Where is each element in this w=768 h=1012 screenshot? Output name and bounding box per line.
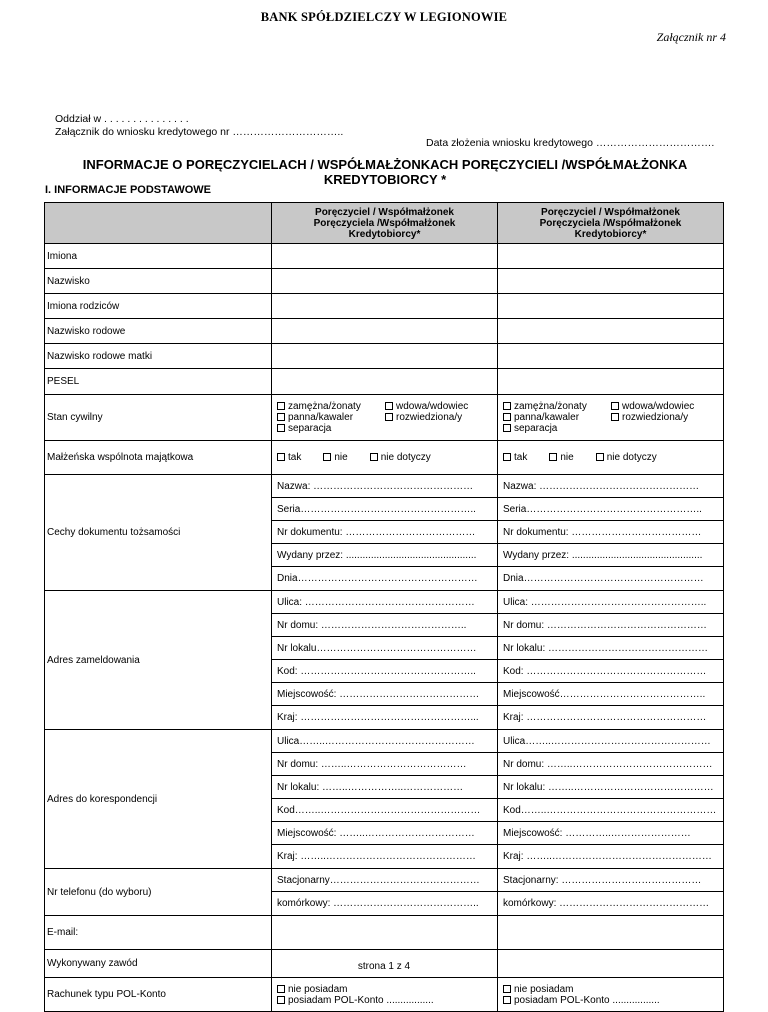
checkbox-icon[interactable] <box>385 413 393 421</box>
header-blank-cell <box>45 203 272 244</box>
corr-country-field-2[interactable]: Kraj: ……..………………………………………… <box>498 845 724 869</box>
landline-field-2[interactable]: Stacjonarny: …………………………………… <box>498 869 724 892</box>
table-row <box>45 441 724 475</box>
id-name-field-2[interactable]: Nazwa: ………………………………………… <box>498 475 724 498</box>
table-row <box>45 591 724 614</box>
id-series-field-2[interactable]: Seria…………………………………………….. <box>498 498 724 521</box>
reg-street-field-2[interactable]: Ulica: …………………………………………….. <box>498 591 724 614</box>
option-married[interactable]: zamężna/żonaty <box>277 401 385 412</box>
reg-flat-field-1[interactable]: Nr lokalu………………………………………… <box>272 637 498 660</box>
corr-street-field-2[interactable]: Ulica……..………………………………………… <box>498 730 724 753</box>
id-issuer-field-1[interactable]: Wydany przez: ............................................... <box>272 544 498 567</box>
first-names-input-1[interactable] <box>272 244 498 269</box>
id-number-field-2[interactable]: Nr dokumentu: ………………………………… <box>498 521 724 544</box>
option-not-applicable[interactable]: nie dotyczy <box>596 452 657 463</box>
joint-property-cell-2 <box>498 441 724 475</box>
guarantor-info-table <box>44 202 724 1012</box>
id-name-field-1[interactable]: Nazwa: ………………………………………… <box>272 475 498 498</box>
checkbox-icon[interactable] <box>611 402 619 410</box>
pesel-input-1[interactable] <box>272 369 498 395</box>
checkbox-icon[interactable] <box>277 996 285 1004</box>
option-no[interactable]: nie <box>323 452 347 463</box>
option-single[interactable]: panna/kawaler <box>277 412 385 423</box>
option-has-account[interactable]: posiadam POL-Konto ................. <box>277 995 492 1006</box>
mobile-field-2[interactable]: komórkowy: ……………………………………… <box>498 892 724 916</box>
checkbox-icon[interactable] <box>385 402 393 410</box>
table-row <box>45 978 724 1012</box>
label-pol-account: Rachunek typu POL-Konto <box>45 978 272 1012</box>
option-separated[interactable]: separacja <box>503 423 611 434</box>
checkbox-icon[interactable] <box>503 996 511 1004</box>
option-no-account[interactable]: nie posiadam <box>277 984 492 995</box>
checkbox-icon[interactable] <box>323 453 331 461</box>
option-married[interactable]: zamężna/żonaty <box>503 401 611 412</box>
option-yes[interactable]: tak <box>503 452 527 463</box>
corr-city-field-2[interactable]: Miejscowość: …………..…………………… <box>498 822 724 845</box>
checkbox-icon[interactable] <box>503 424 511 432</box>
checkbox-icon[interactable] <box>277 453 285 461</box>
family-name-input-2[interactable] <box>498 319 724 344</box>
email-input-2[interactable] <box>498 916 724 950</box>
option-not-applicable[interactable]: nie dotyczy <box>370 452 431 463</box>
corr-flat-field-1[interactable]: Nr lokalu: ……..……………..……………… <box>272 776 498 799</box>
attachment-number: Załącznik nr 4 <box>656 30 726 44</box>
id-issuer-field-2[interactable]: Wydany przez: ............................................... <box>498 544 724 567</box>
corr-country-field-1[interactable]: Kraj: ……..……………………………………… <box>272 845 498 869</box>
joint-property-cell-1 <box>272 441 498 475</box>
annex-number-field[interactable]: Załącznik do wniosku kredytowego nr ………………………….. <box>55 126 344 138</box>
page-title-line1: INFORMACJE O PORĘCZYCIELACH / WSPÓŁMAŁŻONKACH PORĘCZYCIELI /WSPÓŁMAŁŻONKA <box>82 157 688 172</box>
label-last-name: Nazwisko <box>45 269 272 294</box>
table-row <box>45 475 724 498</box>
first-names-input-2[interactable] <box>498 244 724 269</box>
table-row <box>45 869 724 892</box>
checkbox-icon[interactable] <box>277 413 285 421</box>
page-title-line2: KREDYTOBIORCY * <box>323 172 447 187</box>
option-widowed[interactable]: wdowa/wdowiec <box>611 401 721 412</box>
marital-status-cell-2 <box>498 395 724 441</box>
label-mother-family-name: Nazwisko rodowe matki <box>45 344 272 369</box>
reg-country-field-1[interactable]: Kraj: ……………………………………………... <box>272 706 498 730</box>
mother-family-name-input-1[interactable] <box>272 344 498 369</box>
table-row <box>45 269 724 294</box>
pol-account-cell-2 <box>498 978 724 1012</box>
corr-street-field-1[interactable]: Ulica……..……………………………………… <box>272 730 498 753</box>
option-widowed[interactable]: wdowa/wdowiec <box>385 401 495 412</box>
mother-family-name-input-2[interactable] <box>498 344 724 369</box>
reg-postcode-field-2[interactable]: Kod: ……………………………………………… <box>498 660 724 683</box>
label-id-document: Cechy dokumentu tożsamości <box>45 475 272 591</box>
label-parents-names: Imiona rodziców <box>45 294 272 319</box>
mobile-field-1[interactable]: komórkowy: …………………………………….. <box>272 892 498 916</box>
section-title: I. INFORMACJE PODSTAWOWE <box>45 184 212 196</box>
table-row <box>45 369 724 395</box>
parents-names-input-2[interactable] <box>498 294 724 319</box>
checkbox-icon[interactable] <box>277 985 285 993</box>
parents-names-input-1[interactable] <box>272 294 498 319</box>
id-number-field-1[interactable]: Nr dokumentu: ………………………………… <box>272 521 498 544</box>
last-name-input-1[interactable] <box>272 269 498 294</box>
reg-flat-field-2[interactable]: Nr lokalu: ………………………………………… <box>498 637 724 660</box>
id-date-field-1[interactable]: Dnia……………………………………………… <box>272 567 498 591</box>
option-divorced[interactable]: rozwiedziona/y <box>611 412 721 423</box>
reg-city-field-1[interactable]: Miejscowość: …………………………………… <box>272 683 498 706</box>
id-series-field-1[interactable]: Seria…………………………………………….. <box>272 498 498 521</box>
reg-country-field-2[interactable]: Kraj: ……………………………………………… <box>498 706 724 730</box>
reg-street-field-1[interactable]: Ulica: …………………………………………… <box>272 591 498 614</box>
table-row <box>45 319 724 344</box>
option-single[interactable]: panna/kawaler <box>503 412 611 423</box>
last-name-input-2[interactable] <box>498 269 724 294</box>
table-row <box>45 730 724 753</box>
marital-status-cell-1 <box>272 395 498 441</box>
reg-city-field-2[interactable]: Miejscowość…………………………………….. <box>498 683 724 706</box>
checkbox-icon[interactable] <box>611 413 619 421</box>
reg-house-field-2[interactable]: Nr domu: ………………………………………… <box>498 614 724 637</box>
family-name-input-1[interactable] <box>272 319 498 344</box>
corr-postcode-field-2[interactable]: Kod……..…………………………………………… <box>498 799 724 822</box>
reg-postcode-field-1[interactable]: Kod: …………………………………………….. <box>272 660 498 683</box>
option-no-account[interactable]: nie posiadam <box>503 984 718 995</box>
table-row <box>45 916 724 950</box>
column-header-1: Poręczyciel / Współmałżonek Poręczyciela /Współmałżonek Kredytobiorcy* <box>272 203 498 244</box>
label-marital-status: Stan cywilny <box>45 395 272 441</box>
corr-postcode-field-1[interactable]: Kod……..………………………………………… <box>272 799 498 822</box>
checkbox-icon[interactable] <box>596 453 604 461</box>
pesel-input-2[interactable] <box>498 369 724 395</box>
reg-house-field-1[interactable]: Nr domu: …………………………………….. <box>272 614 498 637</box>
table-header-row <box>45 203 724 244</box>
label-occupation: Wykonywany zawód <box>45 950 272 978</box>
corr-house-field-2[interactable]: Nr domu: ……..…………………………………… <box>498 753 724 776</box>
checkbox-icon[interactable] <box>277 424 285 432</box>
label-joint-property: Małżeńska wspólnota majątkowa <box>45 441 272 475</box>
corr-flat-field-2[interactable]: Nr lokalu: ……..…………………………………… <box>498 776 724 799</box>
bank-name: BANK SPÓŁDZIELCZY W LEGIONOWIE <box>260 10 508 24</box>
checkbox-icon[interactable] <box>503 402 511 410</box>
checkbox-icon[interactable] <box>549 453 557 461</box>
table-row <box>45 294 724 319</box>
checkbox-icon[interactable] <box>503 413 511 421</box>
label-family-name: Nazwisko rodowe <box>45 319 272 344</box>
column-header-2: Poręczyciel / Współmałżonek Poręczyciela /Współmałżonek Kredytobiorcy* <box>498 203 724 244</box>
option-divorced[interactable]: rozwiedziona/y <box>385 412 495 423</box>
page-number: strona 1 z 4 <box>357 961 411 972</box>
label-pesel: PESEL <box>45 369 272 395</box>
landline-field-1[interactable]: Stacjonarny……………………………………… <box>272 869 498 892</box>
label-email: E-mail: <box>45 916 272 950</box>
label-correspondence-address: Adres do korespondencji <box>45 730 272 869</box>
option-has-account[interactable]: posiadam POL-Konto ................. <box>503 995 718 1006</box>
checkbox-icon[interactable] <box>503 985 511 993</box>
table-row <box>45 244 724 269</box>
label-registered-address: Adres zameldowania <box>45 591 272 730</box>
pol-account-cell-1 <box>272 978 498 1012</box>
checkbox-icon[interactable] <box>370 453 378 461</box>
application-date-field[interactable]: Data złożenia wniosku kredytowego ……………………………. <box>426 137 715 149</box>
id-date-field-2[interactable]: Dnia……………………………………………… <box>498 567 724 591</box>
option-no[interactable]: nie <box>549 452 573 463</box>
table-row <box>45 395 724 441</box>
label-phone: Nr telefonu (do wyboru) <box>45 869 272 916</box>
option-separated[interactable]: separacja <box>277 423 385 434</box>
corr-city-field-1[interactable]: Miejscowość: ……..…………………………… <box>272 822 498 845</box>
table-row <box>45 344 724 369</box>
checkbox-icon[interactable] <box>277 402 285 410</box>
page-title <box>60 157 710 187</box>
corr-house-field-1[interactable]: Nr domu: ……..……………………………… <box>272 753 498 776</box>
branch-field[interactable]: Oddział w . . . . . . . . . . . . . . . <box>55 113 189 125</box>
checkbox-icon[interactable] <box>503 453 511 461</box>
email-input-1[interactable] <box>272 916 498 950</box>
label-first-names: Imiona <box>45 244 272 269</box>
option-yes[interactable]: tak <box>277 452 301 463</box>
